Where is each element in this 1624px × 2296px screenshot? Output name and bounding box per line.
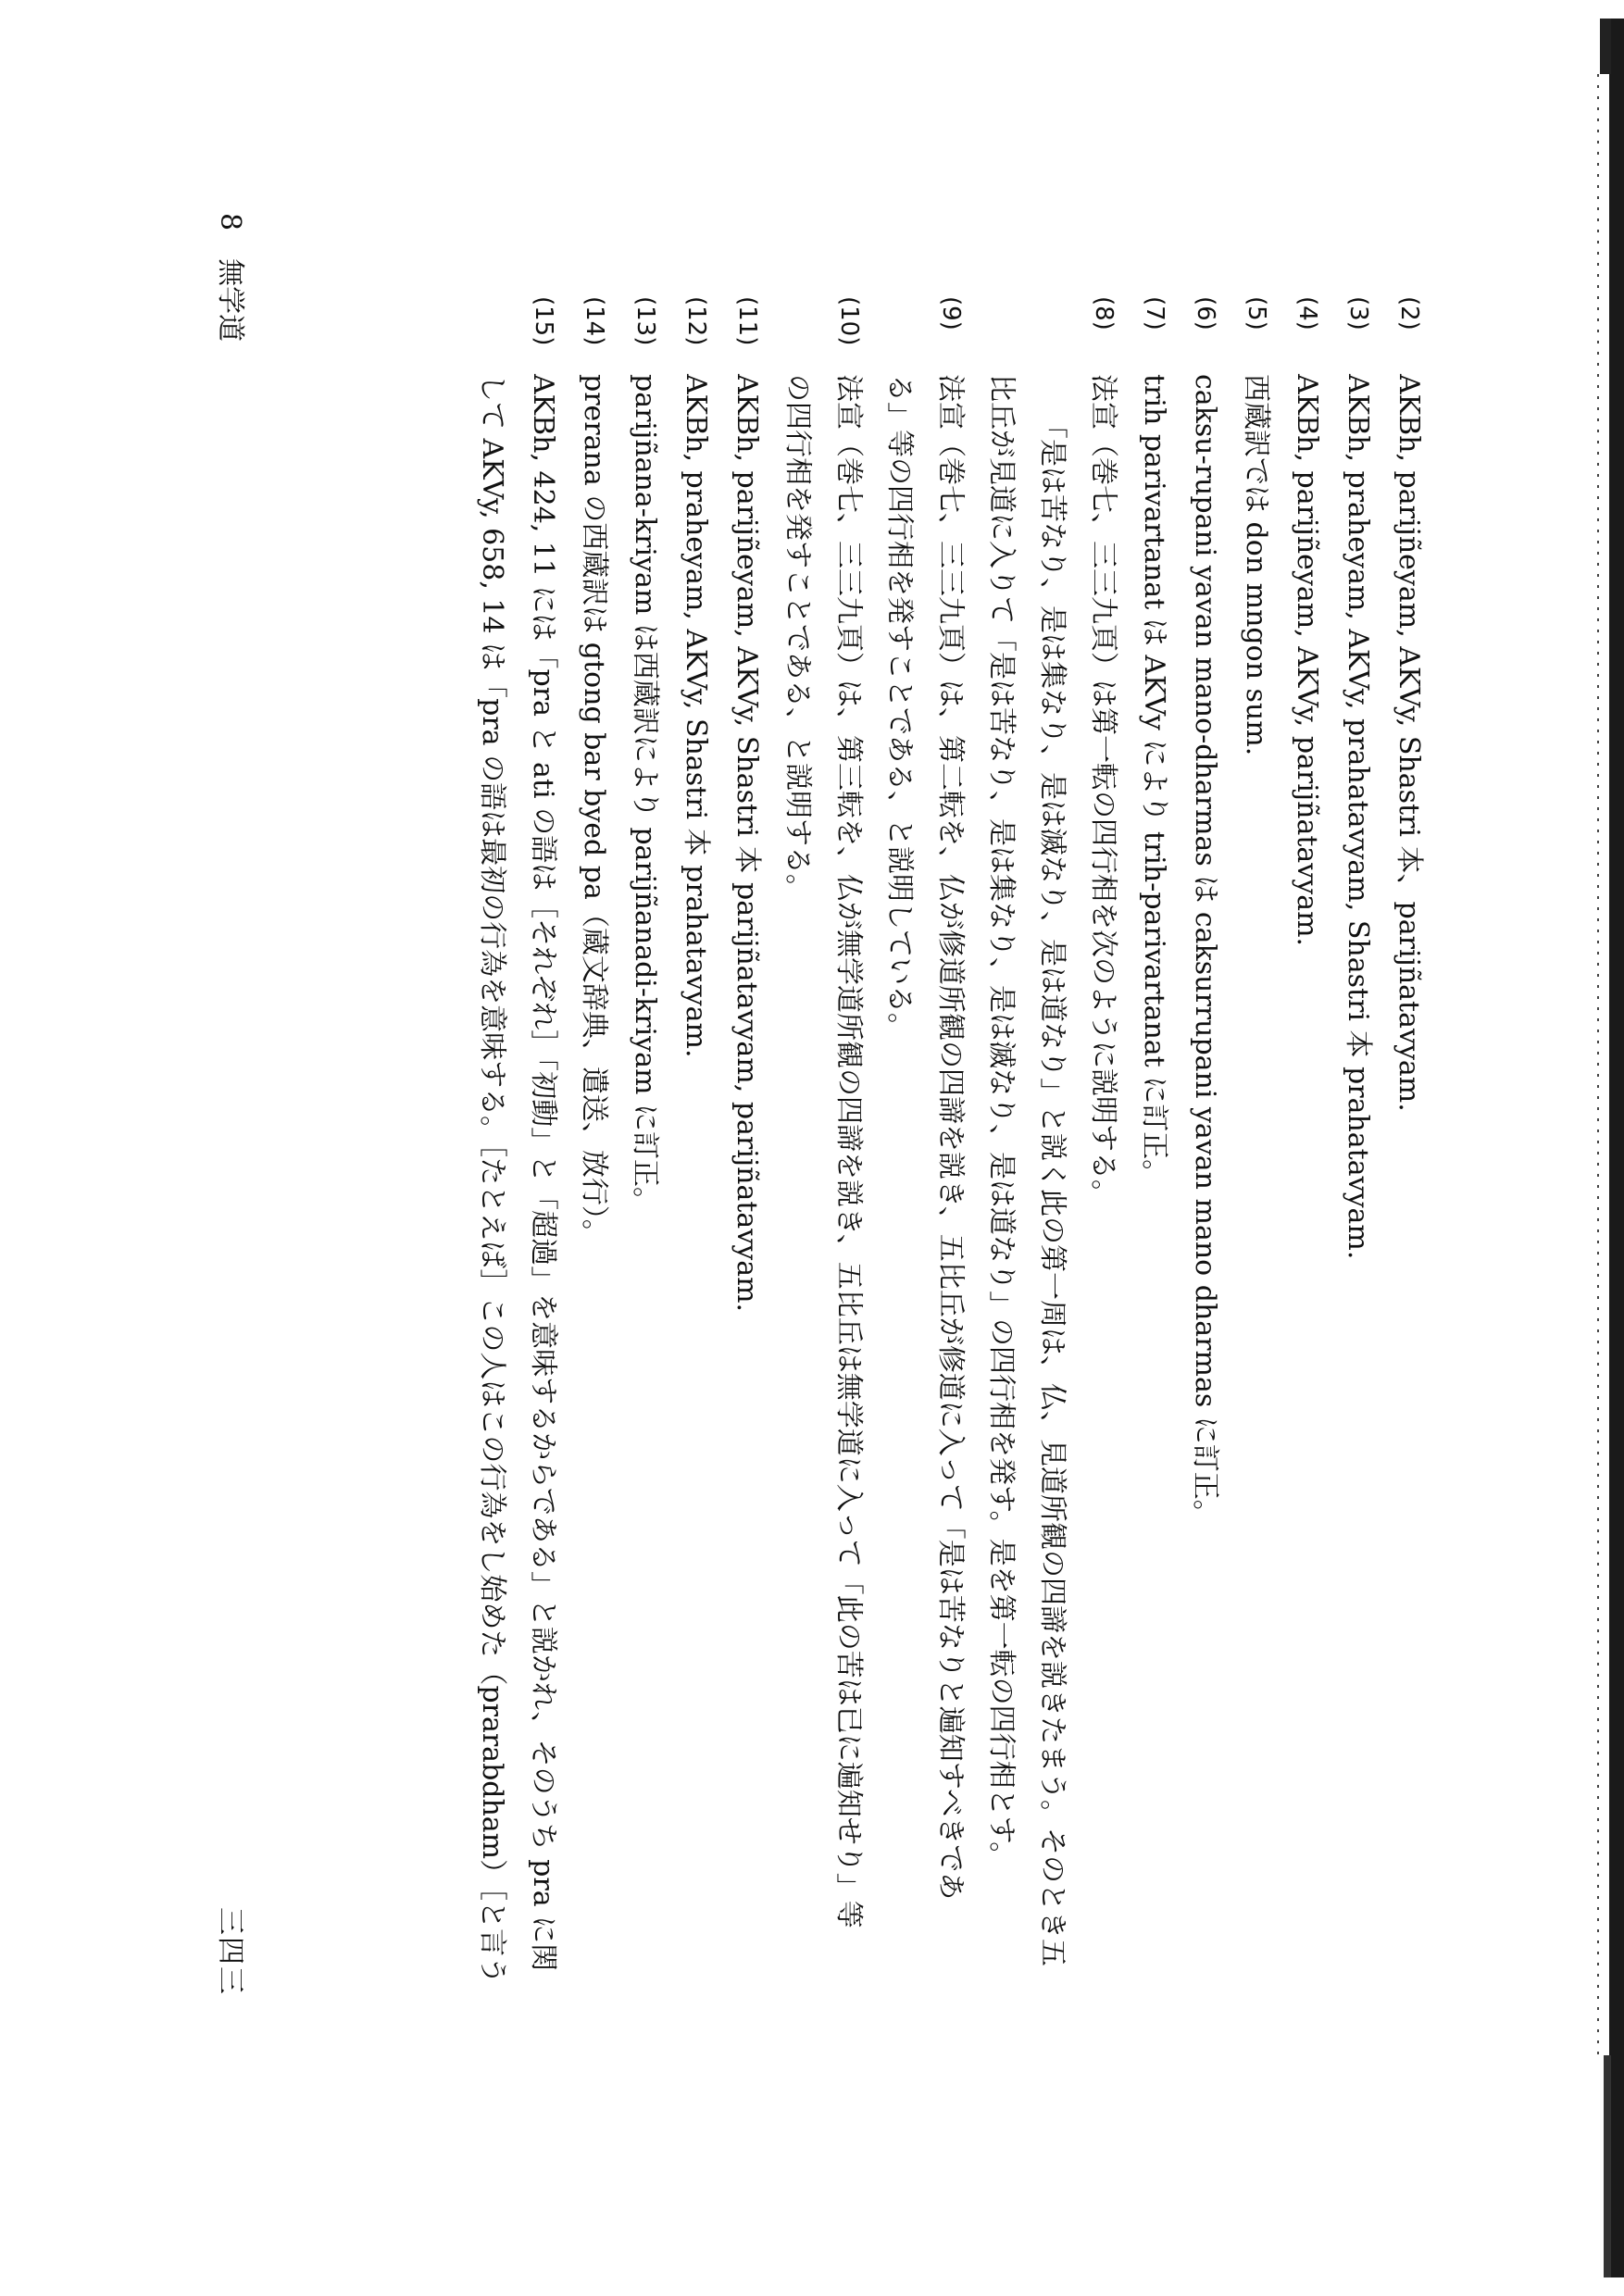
footnote-number: (5) — [1243, 296, 1270, 331]
footnote-line: 「是は苦なり、是は集なり、是は滅なり、是は道なり」と説く此の第一周は、仏、見道所観の四諦を説きたまう。そのとき五 — [1036, 411, 1068, 1966]
footnote-number: (7) — [1141, 296, 1168, 331]
footnote-line: AKBh, parijñeyam, AKVy, parijñatavyam. — [1291, 374, 1323, 947]
footnote — [1332, 296, 1383, 2129]
footnote — [1230, 296, 1281, 2129]
footnote — [1129, 296, 1180, 2129]
footnote-number: (4) — [1293, 296, 1321, 331]
footnote-number: (9) — [937, 296, 965, 331]
footnote-line: 西蔵訳では don mngon sum. — [1240, 374, 1272, 756]
footnote-number: (2) — [1395, 296, 1423, 331]
footnote-line: AKBh, 424, 11 には「pra と ati の語は［それぞれ］「初動」と「超過」を意味するからである」と説かれ、そのうち pra に関 — [527, 374, 559, 1972]
footnote-number: (11) — [733, 296, 761, 346]
footnote-line: して AKVy, 658, 14 は「pra の語は最初の行為を意味する。［たとえば］この人はこの行為をし始めた（prarabdham）［と言う — [476, 374, 508, 1985]
footnote-line: prerana の西蔵訳は gtong bar byed pa（蔵文辞典、遣送、放行）。 — [578, 374, 610, 1247]
footnote — [568, 296, 619, 2129]
footnote — [874, 296, 976, 2129]
footnote-number: (8) — [1090, 296, 1118, 331]
footnote-number: (10) — [835, 296, 863, 346]
footnote — [1383, 296, 1434, 2129]
footnote — [721, 296, 772, 2129]
footnote-line: AKBh, praheyam, AKVy, Shastri 本 prahatavyam. — [680, 374, 712, 1058]
footnote — [1281, 296, 1332, 2129]
footnote-line: AKBh, parijñeyam, AKVy, Shastri 本 parijñatavyam, parijñatavyam. — [731, 374, 763, 1313]
footnote-line: parijñana-kriyam は西蔵訳により parijñanadi-kriyam に訂正。 — [629, 374, 661, 1215]
footnote-number: (3) — [1344, 296, 1372, 331]
footnote-line: trih parivartanat は AKVy により trih-parivartanat に訂正。 — [1138, 374, 1170, 1188]
footnote-line: caksu-rupani yavan mano-dharmas は caksurrupani yavan mano dharmas に訂正。 — [1189, 374, 1221, 1528]
scan-edge — [1572, 19, 1624, 2277]
footnote-line: の四行相を発すことである、と説明する。 — [781, 374, 814, 902]
footnote-line: る」等の四行相を発すことである、と説明している。 — [883, 374, 916, 1041]
footnote-number: (14) — [581, 296, 608, 346]
footnote-line: AKBh, praheyam, AKVy, prahatavyam, Shastri 本 prahatavyam. — [1342, 374, 1374, 1260]
footnote — [772, 296, 874, 2129]
footnote-number: (12) — [682, 296, 710, 346]
footnote-line: AKBh, parijñeyam, AKVy, Shastri 本、parijñatavyam. — [1393, 374, 1425, 1112]
footnote-line: 法宣（巻七、三三九頁）は、第二転を、仏が修道所観の四諦を説き、五比丘が修道に入って「是は苦なりと遍知すべきであ — [934, 374, 967, 1901]
notes-list — [467, 296, 1434, 2129]
footnote-line: 法宣（巻七、三三九頁）は第一転の四行相を次のように説明する。 — [1087, 374, 1119, 1207]
footnote-number: (6) — [1192, 296, 1219, 331]
footnote-line: 法宣（巻七、三三九頁）は、第三転を、仏が無学道所観の四諦を説き、五比丘は無学道に入って「此の苦は已に遍知せり」等 — [832, 374, 865, 1928]
footnote — [467, 296, 568, 2129]
page-number: 三四三 — [214, 1907, 246, 1996]
footnote — [976, 296, 1129, 2129]
running-footer: 8 無学道 — [214, 213, 246, 343]
footnote-line: 比丘が見道に入りて「是は苦なり、是は集なり、是は滅なり、是は道なり」の四行相を発す。是を第一転の四行相とす。 — [985, 374, 1018, 1870]
footnote — [619, 296, 670, 2129]
footnote-number: (13) — [631, 296, 659, 346]
footnote-number: (15) — [530, 296, 557, 346]
footnote — [1180, 296, 1230, 2129]
footnote — [670, 296, 721, 2129]
